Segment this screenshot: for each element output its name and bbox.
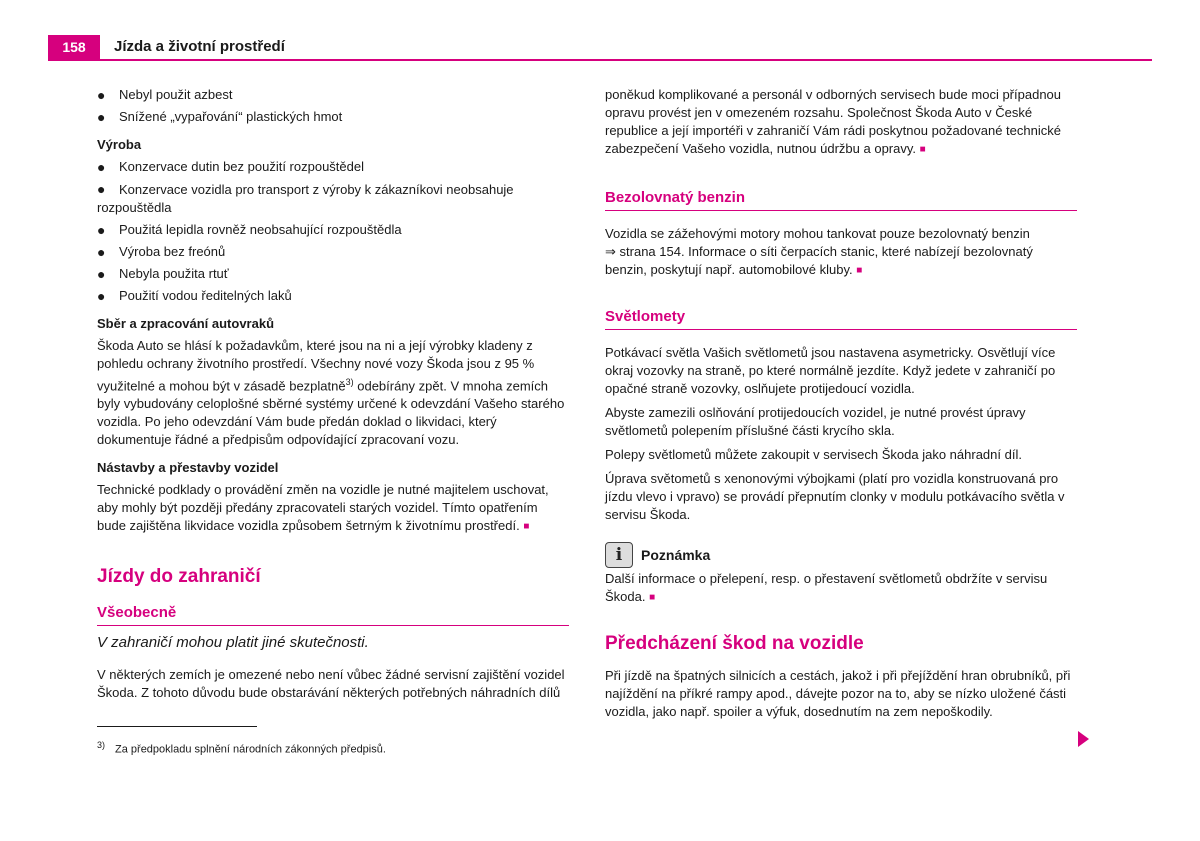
footnote-rule [97,726,257,727]
section-heading-vyroba: Výroba [97,137,142,152]
note-header [605,542,1077,568]
bullet-icon: ● [97,109,106,125]
info-icon: i [605,542,633,568]
paragraph-continued: poněkud komplikované a personál v odborných servisech bude moci případnou opravu provést jen v omezeném rozsahu. Společnost Škoda Auto v České republice a její importéři v zahraničí Vám rádi poskytnou požadované technické zabezpečení Vašeho vozidla, nutnou údržbu a opravy. ■ [605,87,1062,156]
subsection-title-vseobecne: Všeobecně [97,604,569,626]
list-item: ● Použitá lepidla rovněž neobsahující rozpouštědla [97,222,402,238]
footnote: $^{3)}$ Za předpokladu splnění národních zákonných předpisů. [97,740,386,756]
section-title-jizdy: Jízdy do zahraničí [97,566,261,588]
end-mark-icon: ■ [649,592,656,603]
bullet-icon: ● [97,266,106,282]
list-item: ● Konzervace vozidla pro transport z výroby k zákazníkovi neobsahuje rozpouštědla [97,181,514,215]
left-column [97,86,569,708]
paragraph-predchazeni: Při jízdě na špatných silnicích a cestách, jakož i při přejíždění hran obrubníků, při najíždění na příkré rampy apod., dávejte pozor na to, aby se nízko uložené části vozidla, jako např. spoiler a výfuk, dosednutím na zem nepoškodily. [605,668,1071,719]
subsection-title-svetlomety: Světlomety [605,308,1077,330]
subsection-title-benzin: Bezolovnatý benzin [605,189,1077,211]
list-item: ● Snížené „vypařování“ plastických hmot [97,109,343,125]
bullet-icon: ● [97,159,106,175]
paragraph-jizdy: V některých zemích je omezené nebo není vůbec žádné servisní zajištění vozidel Škoda. Z tohoto důvodu bude obstarávání některých potřebných náhradních dílů [97,667,565,701]
paragraph-svetlomety-1: Potkávací světla Vašich světlometů jsou nastavena asymetricky. Osvětlují více okraj vozovky na straně, po které normálně jezdíte. Když jedete v zahraničí po opačné straně vozovky, oslňujete protijedoucí vozidla. [605,345,1056,396]
section-heading-nastavby: Nástavby a přestavby vozidel [97,460,279,476]
bullet-icon: ● [97,181,106,197]
right-column [605,86,1077,727]
section-title-predchazeni: Předcházení škod na vozidle [605,633,864,654]
paragraph-sber: Škoda Auto se hlásí k požadavkům, které jsou na ni a její výrobky kladeny z pohledu ochrany životního prostředí. Všechny nové vozy Škoda jsou z 95 % využitelné a mohou být v zásadě bezplatně$^{3)}$ odebírány zpět. V mnoha zemích byly vybudovány celoplošné sběrné systémy určené k odevzdání Vašeho starého vozidla. Po jeho odevzdání Vám bude předán doklad o likvidaci, který dokumentuje řádné a předpisům odpovídající zpracovaní vozu. [97,338,565,448]
paragraph-benzin: Vozidla se zážehovými motory mohou tankovat pouze bezolovnatý benzin ⇒ strana 154. Informace o síti čerpacích stanic, které nabízejí bezolovnatý benzin, poskytují např. automobilové kluby. ■ [605,226,1033,277]
end-mark-icon: ■ [919,144,926,155]
list-item: ● Použití vodou ředitelných laků [97,288,292,304]
bullet-icon: ● [97,288,106,304]
page-number: 158 [48,35,100,59]
header-rule [48,59,1152,61]
footnote-ref[interactable]: 3) [345,377,354,387]
paragraph-nastavby: Technické podklady o provádění změn na vozidle je nutné majitelem uschovat, aby mohly být později předány zpracovateli starých vozidel. Tímto opatřením bude zajištěna likvidace vozidla způsobem šetrným k životnímu prostředí. ■ [97,482,549,534]
end-mark-icon: ■ [856,265,863,276]
bullet-icon: ● [97,87,106,103]
bullet-icon: ● [97,244,106,260]
arrow-icon[interactable]: ⇒ [605,244,616,259]
list-item: ● Nebyla použita rtuť [97,266,229,282]
paragraph-svetlomety-2: Abyste zamezili oslňování protijedoucích vozidel, je nutné provést úpravy světlometů polepením příslušné části krycího skla. [605,405,1026,438]
section-heading-sber: Sběr a zpracování autovraků [97,316,275,331]
paragraph-svetlomety-3: Polepy světlometů můžete zakoupit v servisech Škoda jako náhradní díl. [605,447,1022,462]
next-page-arrow-icon[interactable] [1078,731,1089,747]
list-item: ● Konzervace dutin bez použití rozpouštědel [97,159,364,175]
paragraph-svetlomety-4: Úprava světometů s xenonovými výbojkami (platí pro vozidla konstruovaná pro jízdu vlevo i vpravo) se provádí přepnutím clonky v modulu potkávacího světla v servisu Škoda. [605,471,1065,522]
note-title: Poznámka [641,547,711,563]
bullet-icon: ● [97,222,106,238]
chapter-title: Jízda a životní prostředí [114,38,285,55]
lead-sentence: V zahraničí mohou platit jiné skutečnosti. [97,634,369,652]
end-mark-icon: ■ [523,521,530,533]
list-item: ● Výroba bez freónů [97,244,226,260]
note-text: Další informace o přelepení, resp. o přestavení světlometů obdržíte v servisu Škoda. ■ [605,571,1048,604]
list-item: ● Nebyl použit azbest [97,87,233,103]
